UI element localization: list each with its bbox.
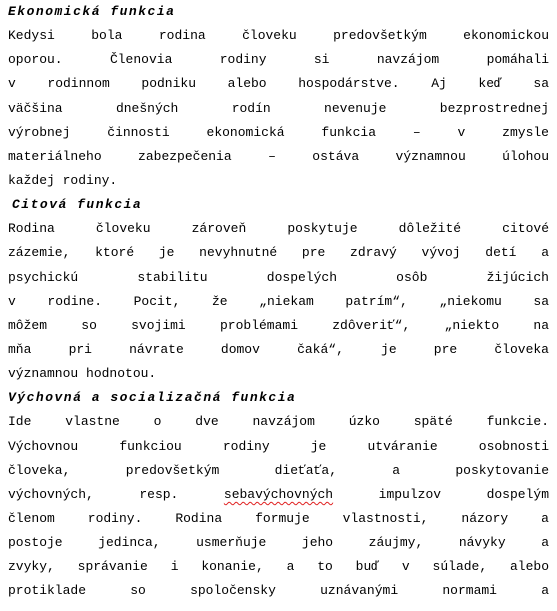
paragraph-line xyxy=(8,483,549,507)
paragraph-line: v rodine. Pocit, že „niekam patrím“, „niekomu sa xyxy=(8,293,549,309)
text-segment: impulzov dospelým xyxy=(378,486,549,502)
document-page xyxy=(8,0,549,604)
section-heading-citova: Citová funkcia xyxy=(12,197,143,213)
paragraph-line: protiklade so spoločensky uznávanými normami a xyxy=(8,583,549,599)
misspelled-word: sebavýchovných xyxy=(223,486,334,502)
paragraph-line: Kedysi bola rodina človeku predovšetkým ekonomickou xyxy=(8,28,549,44)
paragraph-line: Ide vlastne o dve navzájom úzko späté funkcie. xyxy=(8,414,549,430)
paragraph-line: Rodina človeku zároveň poskytuje dôležité citové xyxy=(8,221,549,237)
paragraph-line: výrobnej činnosti ekonomická funkcia – v zmysle xyxy=(8,124,549,140)
text-segment: výchovných, resp. xyxy=(8,486,179,502)
paragraph-line: postoje jedinca, usmerňuje jeho záujmy, návyky a xyxy=(8,535,549,551)
paragraph-line: členom rodiny. Rodina formuje vlastnosti, názory a xyxy=(8,510,549,526)
paragraph-line: materiálneho zabezpečenia – ostáva významnou úlohou xyxy=(8,148,549,164)
paragraph-line: psychickú stabilitu dospelých osôb žijúcich xyxy=(8,269,549,285)
paragraph-line: zázemie, ktoré je nevyhnutné pre zdravý vývoj detí a xyxy=(8,245,549,261)
paragraph-line: významnou hodnotou. xyxy=(8,366,157,382)
paragraph-line: v rodinnom podniku alebo hospodárstve. Aj keď sa xyxy=(8,76,549,92)
paragraph-line: zvyky, správanie i konanie, a to buď v súlade, alebo xyxy=(8,559,549,575)
paragraph-line: Výchovnou funkciou rodiny je utváranie osobnosti xyxy=(8,438,549,454)
paragraph-line: mňa pri návrate domov čaká“, je pre človeka xyxy=(8,341,549,357)
section-heading-vychovna: Výchovná a socializačná funkcia xyxy=(8,390,297,406)
paragraph-line: väčšina dnešných rodín nevenuje bezprostrednej xyxy=(8,100,549,116)
paragraph-line: oporou. Členovia rodiny si navzájom pomáhali xyxy=(8,52,549,68)
section-heading-ekonomicka: Ekonomická funkcia xyxy=(8,4,176,19)
paragraph-line: môžem so svojimi problémami zdôveriť“, „niekto na xyxy=(8,317,549,333)
paragraph-line: každej rodiny. xyxy=(8,172,118,188)
paragraph-line: človeka, predovšetkým dieťaťa, a poskytovanie xyxy=(8,462,549,478)
